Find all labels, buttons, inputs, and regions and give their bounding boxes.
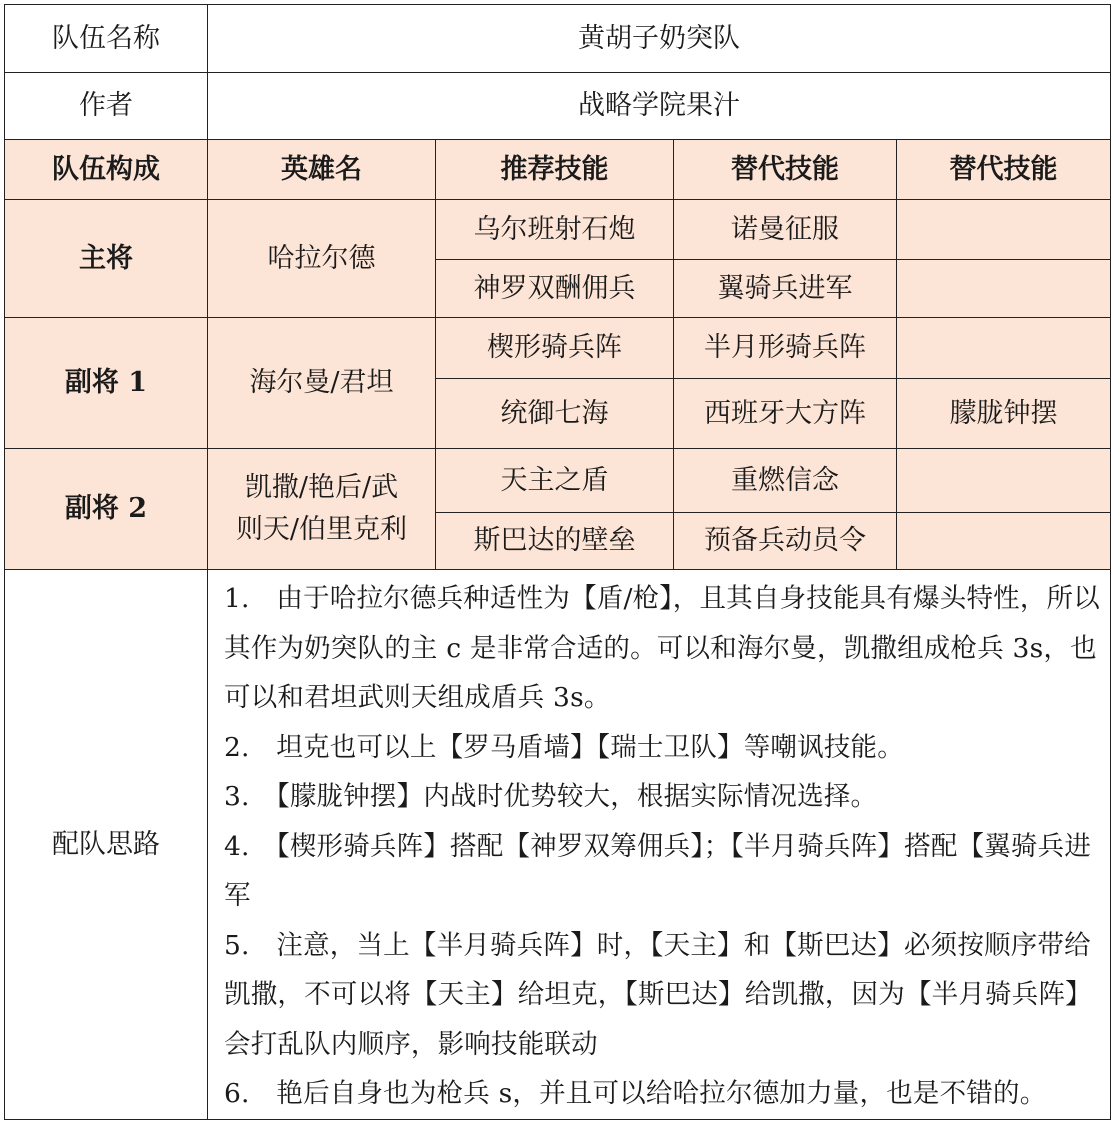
column-header-hero: 英雄名 [208, 140, 436, 200]
recommended-skill: 楔形骑兵阵 [436, 318, 674, 379]
note-item: 6. 艳后自身也为枪兵 s，并且可以给哈拉尔德加力量，也是不错的。 [224, 1078, 1047, 1109]
notes-row [5, 570, 1111, 1120]
table-row [5, 449, 1111, 513]
note-item: 3. 【朦胧钟摆】内战时优势较大，根据实际情况选择。 [224, 781, 878, 812]
column-header-alt-skill-1: 替代技能 [674, 140, 897, 200]
role-deputy-2: 副将 2 [5, 449, 208, 570]
recommended-skill: 神罗双酬佣兵 [436, 260, 674, 318]
alt-skill-1: 西班牙大方阵 [674, 379, 897, 449]
column-header-composition: 队伍构成 [5, 140, 208, 200]
hero-deputy-1: 海尔曼/君坦 [208, 318, 436, 449]
hero-name-line: 则天/伯里克利 [235, 514, 408, 545]
composition-header-row [5, 140, 1111, 200]
alt-skill-1: 半月形骑兵阵 [674, 318, 897, 379]
author-row [5, 73, 1111, 140]
recommended-skill: 斯巴达的壁垒 [436, 513, 674, 570]
team-name-row [5, 5, 1111, 73]
author-value: 战略学院果汁 [208, 73, 1111, 140]
team-table [4, 4, 1111, 1120]
alt-skill-2: 朦胧钟摆 [897, 379, 1111, 449]
alt-skill-2 [897, 513, 1111, 570]
alt-skill-1: 预备兵动员令 [674, 513, 897, 570]
note-item: 2. 坦克也可以上【罗马盾墙】【瑞士卫队】等嘲讽技能。 [224, 731, 904, 763]
table-row [5, 200, 1111, 260]
notes-content [208, 570, 1111, 1120]
team-name-label: 队伍名称 [5, 5, 208, 73]
hero-name-line: 凯撒/艳后/武 [244, 472, 399, 504]
alt-skill-2 [897, 200, 1111, 260]
note-item: 4. 【楔形骑兵阵】搭配【神罗双筹佣兵】；【半月骑兵阵】搭配【翼骑兵进军 [224, 830, 1092, 911]
hero-main: 哈拉尔德 [208, 200, 436, 318]
notes-label: 配队思路 [5, 570, 208, 1120]
alt-skill-1: 重燃信念 [674, 449, 897, 513]
author-label: 作者 [5, 73, 208, 140]
note-item: 5. 注意，当上【半月骑兵阵】时，【天主】和【斯巴达】必须按顺序带给凯撒，不可以将【天主】给坦克，【斯巴达】给凯撒，因为【半月骑兵阵】会打乱队内顺序，影响技能联动 [224, 929, 1092, 1060]
recommended-skill: 乌尔班射石炮 [436, 200, 674, 260]
hero-deputy-2 [208, 449, 436, 570]
alt-skill-2 [897, 449, 1111, 513]
recommended-skill: 天主之盾 [436, 449, 674, 513]
alt-skill-1: 翼骑兵进军 [674, 260, 897, 318]
role-deputy-1: 副将 1 [5, 318, 208, 449]
alt-skill-2 [897, 318, 1111, 379]
table-row [5, 318, 1111, 379]
column-header-alt-skill-2: 替代技能 [897, 140, 1111, 200]
team-name-value: 黄胡子奶突队 [208, 5, 1111, 73]
alt-skill-2 [897, 260, 1111, 318]
alt-skill-1: 诺曼征服 [674, 200, 897, 260]
recommended-skill: 统御七海 [436, 379, 674, 449]
note-item: 1. 由于哈拉尔德兵种适性为【盾/枪】，且其自身技能具有爆头特性，所以其作为奶突队的主 c 是非常合适的。可以和海尔曼，凯撒组成枪兵 3s，也可以和君坦武则天组成盾兵 3s。 [224, 583, 1100, 713]
column-header-recommended-skill: 推荐技能 [436, 140, 674, 200]
role-main: 主将 [5, 200, 208, 318]
